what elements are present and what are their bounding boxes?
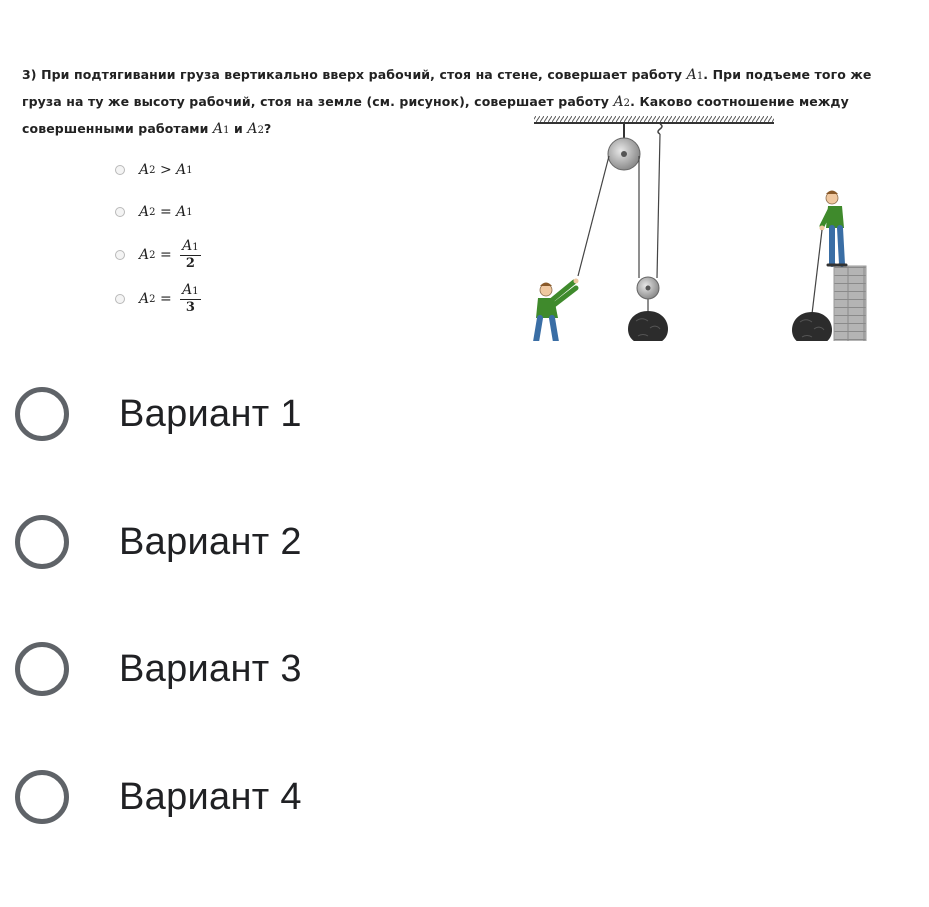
brick-wall bbox=[834, 266, 866, 341]
fraction: $\frac{A1}{2}$ bbox=[182, 238, 199, 271]
option-formula: A 2 = A 1 bbox=[139, 204, 193, 220]
option-radio-icon bbox=[115, 294, 125, 304]
answer-label: Вариант 1 bbox=[119, 392, 302, 435]
radio-button[interactable] bbox=[15, 770, 69, 824]
option-formula: A 2 = $\frac{A1}{2}$ bbox=[139, 238, 199, 271]
ceiling-hook-icon bbox=[658, 124, 662, 134]
option-formula: A 2 = $\frac{A1}{3}$ bbox=[139, 282, 199, 315]
answer-option-4[interactable] bbox=[15, 762, 302, 832]
fraction: $\frac{A1}{3}$ bbox=[182, 282, 199, 315]
option-radio-icon bbox=[115, 250, 125, 260]
weight-left-icon bbox=[628, 311, 668, 341]
radio-button[interactable] bbox=[15, 642, 69, 696]
answer-label: Вариант 2 bbox=[119, 520, 302, 563]
option-radio-icon bbox=[115, 165, 125, 175]
question-option-1 bbox=[115, 155, 193, 185]
movable-pulley-icon bbox=[637, 277, 659, 299]
pulley-figure bbox=[520, 116, 880, 341]
question-option-3 bbox=[115, 237, 201, 273]
answer-label: Вариант 3 bbox=[119, 647, 302, 690]
weight-right-icon bbox=[792, 312, 832, 341]
worker-ground-icon bbox=[531, 279, 579, 342]
option-formula: A 2 > A 1 bbox=[139, 162, 193, 178]
question-image bbox=[0, 40, 929, 350]
question-option-4 bbox=[115, 281, 201, 317]
answer-option-2[interactable] bbox=[15, 507, 302, 577]
question-option-2 bbox=[115, 197, 193, 227]
question-line-3: совершенными работами A1 и A2? bbox=[22, 121, 272, 137]
rope-right bbox=[812, 230, 822, 314]
worker-wall-icon bbox=[820, 191, 847, 266]
radio-button[interactable] bbox=[15, 387, 69, 441]
fixed-pulley-icon bbox=[608, 123, 640, 170]
question-line-2: груза на ту же высоту рабочий, стоя на земле (см. рисунок), совершает работу A2. Каково соотношение между bbox=[22, 94, 849, 110]
answer-label: Вариант 4 bbox=[119, 775, 302, 818]
radio-button[interactable] bbox=[15, 515, 69, 569]
answer-option-1[interactable] bbox=[15, 379, 302, 449]
answer-option-3[interactable] bbox=[15, 634, 302, 704]
question-line-1: 3) При подтягивании груза вертикально вверх рабочий, стоя на стене, совершает работу A1. При подъеме того же bbox=[22, 67, 872, 83]
ceiling-beam bbox=[534, 116, 774, 123]
option-radio-icon bbox=[115, 207, 125, 217]
